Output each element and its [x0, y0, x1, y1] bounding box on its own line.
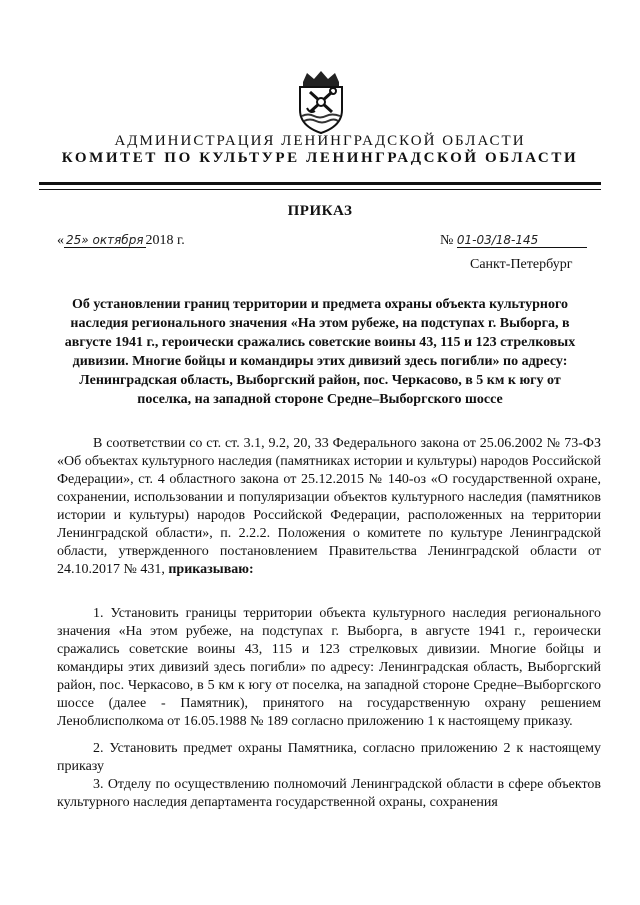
- organization-name: АДМИНИСТРАЦИЯ ЛЕНИНГРАДСКОЙ ОБЛАСТИ: [114, 133, 526, 149]
- preamble-paragraph: [57, 435, 601, 579]
- date-handwritten: 25» октября: [66, 233, 144, 247]
- document-type-title: ПРИКАЗ: [287, 203, 353, 219]
- clause-2: 2. Установить предмет охраны Памятника, согласно приложению 2 к настоящему приказу: [57, 741, 601, 774]
- order-date: [57, 233, 185, 249]
- committee-name: КОМИТЕТ ПО КУЛЬТУРЕ ЛЕНИНГРАДСКОЙ ОБЛАСТИ: [61, 150, 579, 166]
- number-handwritten: 01-03/18-145: [457, 233, 587, 248]
- city-name: Санкт-Петербург: [470, 257, 573, 272]
- preamble-text: В соответствии со ст. ст. 3.1, 9.2, 20, 33 Федерального закона от 25.06.2002 № 73-ФЗ «Об объектах культурного наследия (памятниках истории и культуры) народов Российской Федерации», ст. 4 областного закона от 25.12.2015 № 140-оз «О государственной охране, сохранении, использовании и популяризации объектов культурного наследия (памятников истории и культуры) народов Российской Федерации, расположенных на территории Ленинградской области», п. 2.2.2. Положения о комитете по культуре Ленинградской области, утвержденного постановлением Правительства Ленинградской области от 24.10.2017 № 431,: [57, 436, 601, 577]
- number-sign: №: [440, 233, 454, 248]
- date-open-quote: «: [57, 233, 64, 248]
- coat-of-arms-icon: [294, 70, 348, 134]
- order-directive: приказываю:: [168, 562, 254, 577]
- order-number: [440, 233, 587, 249]
- order-subject-heading: Об установлении границ территории и предмета охраны объекта культурного наследия регионального значения «На этом рубеже, на подступах г. Выборга, в августе 1941 г., героически сражались советские воины 43, 115 и 123 стрелковых дивизии. Многие бойцы и командиры этих дивизий здесь погибли» по адресу: Ленинградская область, Выборгский район, пос. Черкасово, в 5 км к югу от поселка, на западной стороне Средне–Выборгского шоссе: [64, 297, 576, 407]
- date-year: 2018 г.: [145, 233, 185, 248]
- header-divider-thin: [39, 189, 601, 190]
- clause-3: 3. Отделу по осуществлению полномочий Ленинградской области в сфере объектов культурного наследия департамента государственной охраны, сохранения: [57, 777, 601, 810]
- clause-1: 1. Установить границы территории объекта культурного наследия регионального значения «На этом рубеже, на подступах г. Выборга, в августе 1941 г., героически сражались советские воины 43, 115 и 123 стрелковых дивизии. Многие бойцы и командиры этих дивизий здесь погибли» по адресу: Ленинградская область, Выборгский район, пос. Черкасово, в 5 км к югу от поселка, на западной стороне Средне–Выборгского шоссе (далее - Памятник), принятого на государственную охрану решением Леноблисполкома от 16.05.1988 № 189 согласно приложению 1 к настоящему приказу.: [57, 606, 601, 729]
- header-divider-thick: [39, 182, 601, 185]
